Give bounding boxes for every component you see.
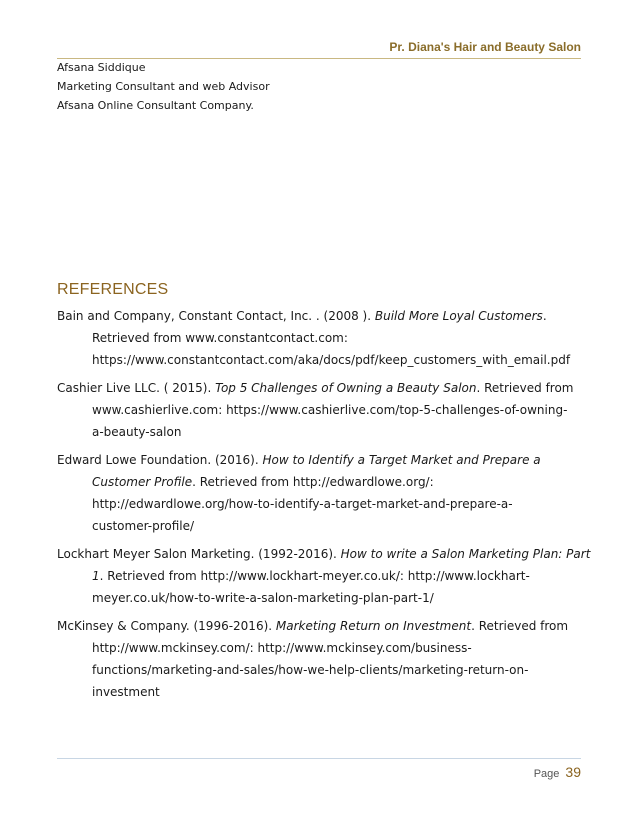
references-list	[57, 305, 597, 709]
ref-url: customer-profile/	[92, 519, 195, 533]
ref-url: http://www.mckinsey.com/: http://www.mckinsey.com/business-	[92, 641, 472, 655]
ref-url: investment	[92, 685, 160, 699]
ref-url: http://edwardlowe.org/how-to-identify-a-target-market-and-prepare-a-	[92, 497, 513, 511]
page-footer	[534, 762, 581, 781]
reference-entry	[57, 615, 597, 703]
ref-url: a-beauty-salon	[92, 425, 182, 439]
reference-entry	[57, 449, 597, 537]
references-heading: REFERENCES	[57, 281, 169, 298]
ref-title: 1	[92, 569, 100, 583]
ref-url: www.cashierlive.com: https://www.cashierlive.com/top-5-challenges-of-owning-	[92, 403, 568, 417]
ref-text: . Retrieved from http://edwardlowe.org/:	[192, 475, 434, 489]
running-header: Pr. Diana's Hair and Beauty Salon	[389, 40, 581, 54]
ref-text: Edward Lowe Foundation. (2016).	[57, 453, 263, 467]
signature-company: Afsana Online Consultant Company.	[57, 99, 254, 112]
ref-text: Bain and Company, Constant Contact, Inc. . (2008 ).	[57, 309, 375, 323]
ref-text: . Retrieved from	[476, 381, 574, 395]
ref-title: Marketing Return on Investment	[275, 619, 472, 633]
ref-text: . Retrieved from	[471, 619, 569, 633]
ref-title: Customer Profile	[92, 475, 193, 489]
footer-rule	[57, 758, 581, 759]
ref-text: Cashier Live LLC. ( 2015).	[57, 381, 216, 395]
reference-entry	[57, 543, 597, 609]
ref-url: https://www.constantcontact.com/aka/docs/pdf/keep_customers_with_email.pdf	[92, 353, 571, 367]
ref-text: .	[542, 309, 547, 323]
ref-text: . Retrieved from http://www.lockhart-meyer.co.uk/: http://www.lockhart-	[99, 569, 530, 583]
ref-url: functions/marketing-and-sales/how-we-help-clients/marketing-return-on-	[92, 663, 529, 677]
reference-entry	[57, 377, 597, 443]
ref-title: How to Identify a Target Market and Prepare a	[262, 453, 541, 467]
page-label: Page	[533, 768, 560, 780]
ref-title: Top 5 Challenges of Owning a Beauty Salon	[215, 381, 477, 395]
page-number: 39	[565, 764, 581, 780]
ref-text: Lockhart Meyer Salon Marketing. (1992-2016).	[57, 547, 341, 561]
signature-role: Marketing Consultant and web Advisor	[57, 80, 270, 93]
signature-block	[57, 58, 270, 115]
reference-entry	[57, 305, 597, 371]
ref-url: meyer.co.uk/how-to-write-a-salon-marketing-plan-part-1/	[92, 591, 434, 605]
ref-text: McKinsey & Company. (1996-2016).	[57, 619, 276, 633]
ref-line: Retrieved from www.constantcontact.com:	[92, 331, 348, 345]
ref-title: Build More Loyal Customers	[374, 309, 543, 323]
ref-title: How to write a Salon Marketing Plan: Part	[340, 547, 591, 561]
signature-name: Afsana Siddique	[57, 61, 146, 74]
